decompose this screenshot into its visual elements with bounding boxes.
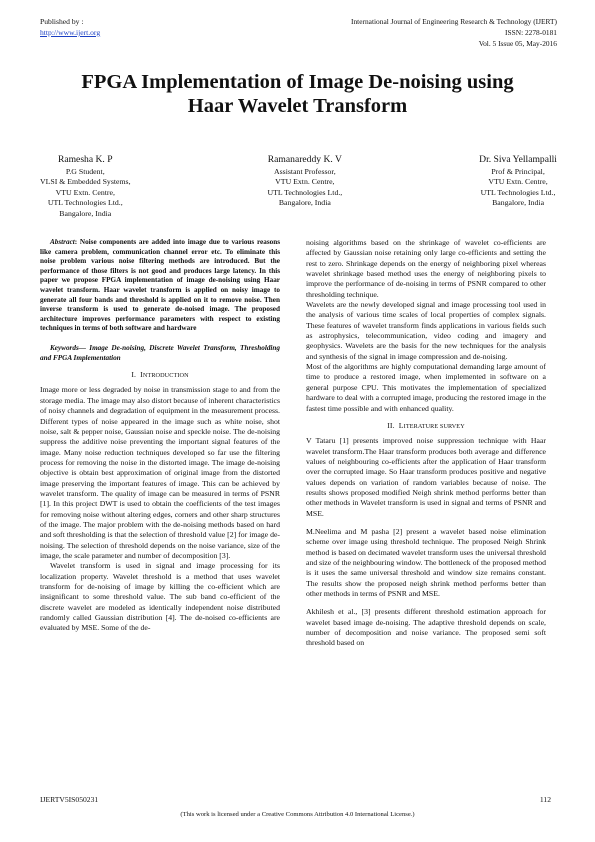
abstract (40, 238, 280, 334)
author-affil-line: UTL Technologies Ltd., (47, 198, 123, 208)
section-heading-introduction: I. INTRODUCTION (131, 370, 189, 380)
author-1 (40, 155, 131, 220)
title-line-2: Haar Wavelet Transform (187, 95, 408, 117)
published-by: Published by : (40, 17, 84, 26)
literature-paragraph-1: V Tataru [1] presents improved noise suppression technique with Haar wavelet transform.The Haar transform produces both average and difference values of neighbouring co-efficients after the application of Haar transform over the corrupted image. So Haar transform produces positive and negative values depends on variation of random variables because of noise. The results shows proposed modified Neigh shrink method performs better than other methods in Wavelet transform is used in signal and terms of PSNR and MSE. (306, 436, 546, 518)
right-column (306, 238, 546, 649)
abstract-label: Abstract (50, 238, 75, 246)
volume-issue: Vol. 5 Issue 05, May-2016 (478, 39, 557, 48)
author-affil-line: UTL Technologies Ltd., (480, 187, 556, 197)
author-affil-line: VTU Extn. Centre, (55, 187, 115, 197)
header-right (351, 16, 557, 49)
author-affil-line: Prof & Principal, (491, 166, 545, 176)
author-name: Ramesha K. P (57, 154, 113, 165)
abstract-text: : Noise components are added into image due to various reasons like camera problem, communication channel error etc. To eliminate this noise problem various noise filtering methods are introduced. But the performance of those filters is not good and produces large latency. In this paper we propose FPGA implementation of image de-noising using Haar wavelet transform. Haar wavelet transform is applied on noisy image to generate all four bands and threshold is applied on it to remove noise. Then inverse transform is used to generate de-noised image. The proposed architecture improves performance parameters with respect to existing techniques in terms of both software and hardware (40, 238, 280, 333)
author-name: Dr. Siva Yellampalli (479, 154, 557, 165)
author-affil-line: P.G Student, (65, 166, 105, 176)
journal-url-link[interactable]: http://www.ijert.org (40, 28, 101, 37)
author-name: Ramanareddy K. V (267, 154, 342, 165)
author-affil-line: Assistant Professor, (274, 166, 336, 176)
literature-paragraph-2: M.Neelima and M pasha [2] present a wavelet based noise elimination scheme over image using threshold technique. The proposed Neigh Shrink method is based on decimated wavelet transform uses the universal threshold and size of the neighbouring window. The bottleneck of the proposed method is it uses the same universal threshold and window size remains constant. The results show the proposed neigh shrink method performs better than other methods in terms of PSNR and MSE. (306, 526, 546, 598)
intro-paragraph-1: Image more or less degraded by noise in transmission stage to and from the storage media. The image may also distort because of inherent characteristics of noisy channels and degradation of equipment in the measurement process. Different types of noise appeared in the image such as white noise, shot noise, salt & pepper noise, Gaussian noise and speckle noise. The de-noising suppress the additive noise preventing the important signal features of the image. Many noise reduction techniques developed so far use the filtering process for removing the noise in the distorted image. The image de-noising objective is obtain best approximation of original image from the distorted image preserving the important features of image. This can be achieved by wavelet transform. The quality of image can be measured in terms of PSNR [1]. In this project DWT is used to obtain the coefficients of the test images for removing noise without altering edges, corners and other sharp structures of the image. The major problem with the de-noising methods based on hard and soft thresholding is that the selection of threshold value [2] for image de-noising. The selection of threshold depends on the noise variance, size of the image, the scale parameter and number of decomposition [3]. (40, 385, 280, 560)
intro-paragraph-2: Wavelet transform is used in signal and image processing for its localization property. Wavelet threshold is a method that uses wavelet transform for de-noising of image by killing the co-efficient which are insignificant to some threshold value. The sub band co-efficient of the discrete wavelet are modeled as identically independent noise distributed randomly called Gaussian distribution [4]. The de-noised co-efficients are evaluated by MSE. Some of the de- (40, 561, 280, 633)
literature-paragraph-3: Akhilesh et al., [3] presents different threshold estimation approach for wavelet based image de-noising. The adaptive threshold depends on scale, number of decomposition and noise variance. The proposed semi soft threshold based on (306, 607, 546, 648)
title-line-1: FPGA Implementation of Image De-noising using (81, 71, 514, 93)
issn: ISSN: 2278-0181 (505, 28, 557, 37)
author-2 (267, 155, 342, 220)
body-paragraph-3: Most of the algorithms are highly computational demanding large amount of time to produce a restored image, when implemented in software on a general purpose CPU. This motivates the implementation of specialized hardware to deal with a corrupted image, producing the restored image in the fastest time possible and with enhanced quality. (306, 362, 546, 413)
paper-id: IJERTV5IS050231 (40, 795, 99, 804)
author-affil-line: Bangalore, India (492, 198, 545, 208)
page-number: 112 (539, 795, 551, 804)
journal-name: International Journal of Engineering Research & Technology (IJERT) (351, 17, 557, 26)
author-affil-line: UTL Technologies Ltd., (267, 187, 343, 197)
body-paragraph-2: Wavelets are the newly developed signal and image processing tool used in the analysis of various time scales of local properties of complex signals. These features of wavelet transform finds applications in various fields such as astrophysics, telecommunication, video coding and imagery and geophysics. Wavelets are the basis for the new techniques for the analysis and synthesis of the signal in image compression and de-noising. (306, 300, 546, 361)
author-affil-line: Bangalore, India (278, 198, 331, 208)
keywords: Keywords— Image De-noising, Discrete Wavelet Transform, Thresholding and FPGA Implementation (40, 343, 280, 362)
author-affil-line: VLSI & Embedded Systems, (40, 177, 131, 187)
body-paragraph-1: noising algorithms based on the shrinkage of wavelet co-efficients are affected by Gaussian noise retaining only large co-efficients and setting the rest to zero. Shrinkage depends on the energy of neighboring pixel whereas wavelet shrinkage based method uses the energy of neighboring pixels to improve the performance of de-noising in terms of PSNR compared to other thresholding technique. (306, 238, 546, 299)
author-affil-line: VTU Extn. Centre, (275, 177, 335, 187)
header-left (40, 16, 100, 38)
author-affil-line: Bangalore, India (59, 208, 112, 218)
author-3 (479, 155, 557, 220)
section-heading-literature-survey: II. LITERATURE SURVEY (387, 420, 465, 430)
license-note: (This work is licensed under a Creative Commons Attribution 4.0 International License.) (180, 811, 415, 818)
paper-title (30, 70, 565, 118)
left-column (40, 238, 280, 634)
author-affil-line: VTU Extn. Centre, (488, 177, 548, 187)
author-block (40, 155, 557, 220)
